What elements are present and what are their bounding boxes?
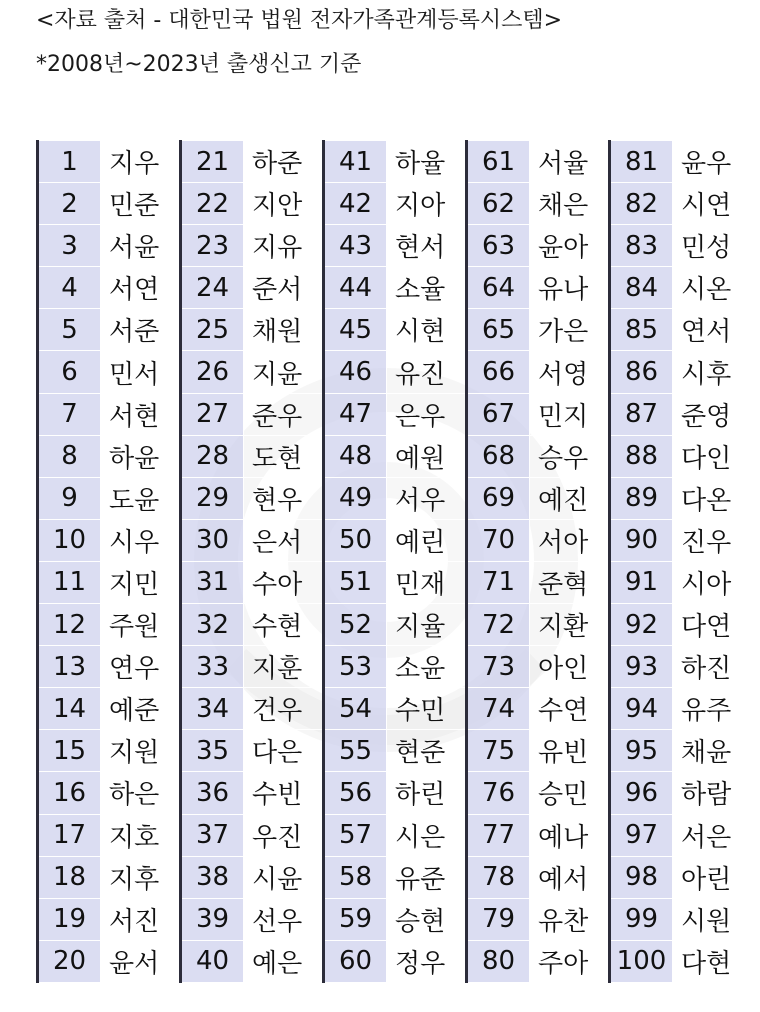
- name-cell: 예은: [244, 940, 324, 982]
- rank-cell: 56: [324, 772, 387, 814]
- name-cell: 우진: [244, 814, 324, 856]
- name-cell: 시현: [387, 309, 467, 351]
- name-cell: 하진: [673, 646, 752, 688]
- name-cell: 민서: [101, 351, 181, 393]
- rank-cell: 86: [610, 351, 673, 393]
- name-cell: 예린: [387, 519, 467, 561]
- name-cell: 지훈: [244, 646, 324, 688]
- rank-cell: 51: [324, 561, 387, 603]
- name-cell: 예서: [530, 856, 610, 898]
- rank-cell: 75: [467, 730, 530, 772]
- rank-cell: 15: [38, 730, 101, 772]
- name-cell: 수연: [530, 688, 610, 730]
- name-cell: 서율: [530, 141, 610, 183]
- name-cell: 가은: [530, 309, 610, 351]
- name-cell: 소윤: [387, 646, 467, 688]
- name-cell: 서준: [101, 309, 181, 351]
- name-cell: 현우: [244, 477, 324, 519]
- name-cell: 시연: [673, 183, 752, 225]
- rank-cell: 96: [610, 772, 673, 814]
- name-cell: 예나: [530, 814, 610, 856]
- name-cell: 다인: [673, 435, 752, 477]
- name-cell: 다온: [673, 477, 752, 519]
- rank-cell: 34: [181, 688, 244, 730]
- rank-cell: 13: [38, 646, 101, 688]
- rank-cell: 99: [610, 898, 673, 940]
- name-cell: 진우: [673, 519, 752, 561]
- rank-cell: 35: [181, 730, 244, 772]
- rank-cell: 45: [324, 309, 387, 351]
- rank-cell: 22: [181, 183, 244, 225]
- rank-cell: 54: [324, 688, 387, 730]
- rank-cell: 83: [610, 225, 673, 267]
- name-cell: 다현: [673, 940, 752, 982]
- name-cell: 주아: [530, 940, 610, 982]
- rank-cell: 39: [181, 898, 244, 940]
- rank-cell: 73: [467, 646, 530, 688]
- name-cell: 채은: [530, 183, 610, 225]
- name-cell: 채윤: [673, 730, 752, 772]
- rank-cell: 81: [610, 141, 673, 183]
- name-cell: 채원: [244, 309, 324, 351]
- rank-cell: 95: [610, 730, 673, 772]
- table-row: [38, 604, 752, 646]
- table-row: [38, 309, 752, 351]
- rank-cell: 26: [181, 351, 244, 393]
- name-cell: 준우: [244, 393, 324, 435]
- name-cell: 하람: [673, 772, 752, 814]
- name-cell: 민성: [673, 225, 752, 267]
- rank-cell: 89: [610, 477, 673, 519]
- rank-cell: 48: [324, 435, 387, 477]
- table-row: [38, 225, 752, 267]
- rank-cell: 49: [324, 477, 387, 519]
- rank-cell: 44: [324, 267, 387, 309]
- name-cell: 유준: [387, 856, 467, 898]
- name-cell: 연서: [673, 309, 752, 351]
- rank-cell: 18: [38, 856, 101, 898]
- rank-cell: 70: [467, 519, 530, 561]
- rank-cell: 57: [324, 814, 387, 856]
- rank-cell: 6: [38, 351, 101, 393]
- rank-cell: 59: [324, 898, 387, 940]
- name-cell: 서우: [387, 477, 467, 519]
- name-cell: 현서: [387, 225, 467, 267]
- rank-cell: 29: [181, 477, 244, 519]
- rank-cell: 78: [467, 856, 530, 898]
- table-row: [38, 856, 752, 898]
- rank-cell: 27: [181, 393, 244, 435]
- rank-cell: 82: [610, 183, 673, 225]
- name-cell: 민준: [101, 183, 181, 225]
- rank-cell: 32: [181, 604, 244, 646]
- rank-cell: 23: [181, 225, 244, 267]
- name-cell: 지안: [244, 183, 324, 225]
- rank-cell: 3: [38, 225, 101, 267]
- rank-cell: 77: [467, 814, 530, 856]
- rank-cell: 63: [467, 225, 530, 267]
- name-cell: 시아: [673, 561, 752, 603]
- name-cell: 하율: [387, 141, 467, 183]
- name-cell: 서은: [673, 814, 752, 856]
- name-cell: 민재: [387, 561, 467, 603]
- name-cell: 서진: [101, 898, 181, 940]
- rank-cell: 90: [610, 519, 673, 561]
- name-cell: 서아: [530, 519, 610, 561]
- name-cell: 지율: [387, 604, 467, 646]
- name-cell: 다은: [244, 730, 324, 772]
- name-cell: 준영: [673, 393, 752, 435]
- rank-cell: 2: [38, 183, 101, 225]
- rank-cell: 31: [181, 561, 244, 603]
- rank-cell: 46: [324, 351, 387, 393]
- rank-cell: 85: [610, 309, 673, 351]
- name-cell: 윤서: [101, 940, 181, 982]
- rank-cell: 66: [467, 351, 530, 393]
- rank-cell: 67: [467, 393, 530, 435]
- name-cell: 하은: [101, 772, 181, 814]
- rank-cell: 43: [324, 225, 387, 267]
- name-cell: 수아: [244, 561, 324, 603]
- name-cell: 지후: [101, 856, 181, 898]
- rank-cell: 11: [38, 561, 101, 603]
- name-cell: 서연: [101, 267, 181, 309]
- name-cell: 수민: [387, 688, 467, 730]
- name-cell: 하준: [244, 141, 324, 183]
- rank-cell: 41: [324, 141, 387, 183]
- name-cell: 지환: [530, 604, 610, 646]
- name-cell: 시원: [673, 898, 752, 940]
- rank-cell: 4: [38, 267, 101, 309]
- rank-cell: 36: [181, 772, 244, 814]
- name-cell: 승민: [530, 772, 610, 814]
- rank-cell: 65: [467, 309, 530, 351]
- rank-cell: 62: [467, 183, 530, 225]
- table-row: [38, 561, 752, 603]
- table-row: [38, 267, 752, 309]
- rank-cell: 87: [610, 393, 673, 435]
- table-row: [38, 477, 752, 519]
- rank-cell: 72: [467, 604, 530, 646]
- name-cell: 예준: [101, 688, 181, 730]
- rank-cell: 93: [610, 646, 673, 688]
- rank-cell: 74: [467, 688, 530, 730]
- name-cell: 윤아: [530, 225, 610, 267]
- name-cell: 유나: [530, 267, 610, 309]
- name-cell: 현준: [387, 730, 467, 772]
- table-row: [38, 393, 752, 435]
- name-cell: 준혁: [530, 561, 610, 603]
- name-cell: 민지: [530, 393, 610, 435]
- table-row: [38, 141, 752, 183]
- name-cell: 연우: [101, 646, 181, 688]
- table-row: [38, 435, 752, 477]
- rank-cell: 61: [467, 141, 530, 183]
- name-cell: 시윤: [244, 856, 324, 898]
- rank-cell: 10: [38, 519, 101, 561]
- name-cell: 하윤: [101, 435, 181, 477]
- rank-cell: 98: [610, 856, 673, 898]
- rank-cell: 50: [324, 519, 387, 561]
- rank-cell: 21: [181, 141, 244, 183]
- rank-cell: 79: [467, 898, 530, 940]
- name-cell: 준서: [244, 267, 324, 309]
- table-row: [38, 688, 752, 730]
- name-cell: 지아: [387, 183, 467, 225]
- name-cell: 유찬: [530, 898, 610, 940]
- rank-cell: 24: [181, 267, 244, 309]
- rank-cell: 58: [324, 856, 387, 898]
- name-cell: 서현: [101, 393, 181, 435]
- rank-cell: 97: [610, 814, 673, 856]
- name-cell: 지원: [101, 730, 181, 772]
- table-row: [38, 519, 752, 561]
- name-cell: 시우: [101, 519, 181, 561]
- rank-cell: 30: [181, 519, 244, 561]
- table-row: [38, 898, 752, 940]
- name-cell: 정우: [387, 940, 467, 982]
- rank-cell: 37: [181, 814, 244, 856]
- name-cell: 예원: [387, 435, 467, 477]
- rank-cell: 92: [610, 604, 673, 646]
- name-cell: 시은: [387, 814, 467, 856]
- name-cell: 은우: [387, 393, 467, 435]
- name-cell: 아린: [673, 856, 752, 898]
- note-caption: *2008년~2023년 출생신고 기준: [36, 52, 362, 77]
- name-cell: 예진: [530, 477, 610, 519]
- name-cell: 지호: [101, 814, 181, 856]
- rank-cell: 38: [181, 856, 244, 898]
- rank-cell: 47: [324, 393, 387, 435]
- name-cell: 유진: [387, 351, 467, 393]
- name-cell: 아인: [530, 646, 610, 688]
- name-cell: 도현: [244, 435, 324, 477]
- name-cell: 건우: [244, 688, 324, 730]
- rank-cell: 16: [38, 772, 101, 814]
- name-cell: 지민: [101, 561, 181, 603]
- rank-cell: 9: [38, 477, 101, 519]
- rank-cell: 53: [324, 646, 387, 688]
- rank-cell: 14: [38, 688, 101, 730]
- rank-cell: 28: [181, 435, 244, 477]
- rank-cell: 68: [467, 435, 530, 477]
- rank-cell: 94: [610, 688, 673, 730]
- rank-cell: 55: [324, 730, 387, 772]
- name-cell: 은서: [244, 519, 324, 561]
- rank-cell: 19: [38, 898, 101, 940]
- name-cell: 승우: [530, 435, 610, 477]
- header: [36, 8, 562, 92]
- table-row: [38, 183, 752, 225]
- name-cell: 소율: [387, 267, 467, 309]
- table-row: [38, 351, 752, 393]
- rank-cell: 60: [324, 940, 387, 982]
- name-cell: 지윤: [244, 351, 324, 393]
- name-cell: 윤우: [673, 141, 752, 183]
- table-row: [38, 646, 752, 688]
- rank-cell: 12: [38, 604, 101, 646]
- rank-cell: 88: [610, 435, 673, 477]
- rank-cell: 100: [610, 940, 673, 982]
- name-cell: 유빈: [530, 730, 610, 772]
- name-cell: 승현: [387, 898, 467, 940]
- name-cell: 선우: [244, 898, 324, 940]
- rank-cell: 69: [467, 477, 530, 519]
- rank-cell: 7: [38, 393, 101, 435]
- rank-cell: 80: [467, 940, 530, 982]
- rank-cell: 5: [38, 309, 101, 351]
- rank-cell: 33: [181, 646, 244, 688]
- rank-cell: 76: [467, 772, 530, 814]
- name-cell: 유주: [673, 688, 752, 730]
- rank-cell: 64: [467, 267, 530, 309]
- rank-cell: 40: [181, 940, 244, 982]
- table-row: [38, 940, 752, 982]
- name-cell: 지유: [244, 225, 324, 267]
- rank-cell: 91: [610, 561, 673, 603]
- rank-cell: 42: [324, 183, 387, 225]
- name-cell: 도윤: [101, 477, 181, 519]
- baby-names-table: [36, 140, 752, 983]
- rank-cell: 84: [610, 267, 673, 309]
- rank-cell: 8: [38, 435, 101, 477]
- name-cell: 수현: [244, 604, 324, 646]
- table-row: [38, 730, 752, 772]
- table-row: [38, 814, 752, 856]
- rank-cell: 71: [467, 561, 530, 603]
- name-cell: 서윤: [101, 225, 181, 267]
- rank-cell: 52: [324, 604, 387, 646]
- name-cell: 하린: [387, 772, 467, 814]
- name-cell: 주원: [101, 604, 181, 646]
- source-caption: <자료 출처 - 대한민국 법원 전자가족관계등록시스템>: [36, 8, 563, 33]
- rank-cell: 20: [38, 940, 101, 982]
- name-cell: 다연: [673, 604, 752, 646]
- name-cell: 시온: [673, 267, 752, 309]
- name-cell: 지우: [101, 141, 181, 183]
- name-cell: 서영: [530, 351, 610, 393]
- table-row: [38, 772, 752, 814]
- name-cell: 수빈: [244, 772, 324, 814]
- rank-cell: 17: [38, 814, 101, 856]
- name-cell: 시후: [673, 351, 752, 393]
- rank-cell: 25: [181, 309, 244, 351]
- rank-cell: 1: [38, 141, 101, 183]
